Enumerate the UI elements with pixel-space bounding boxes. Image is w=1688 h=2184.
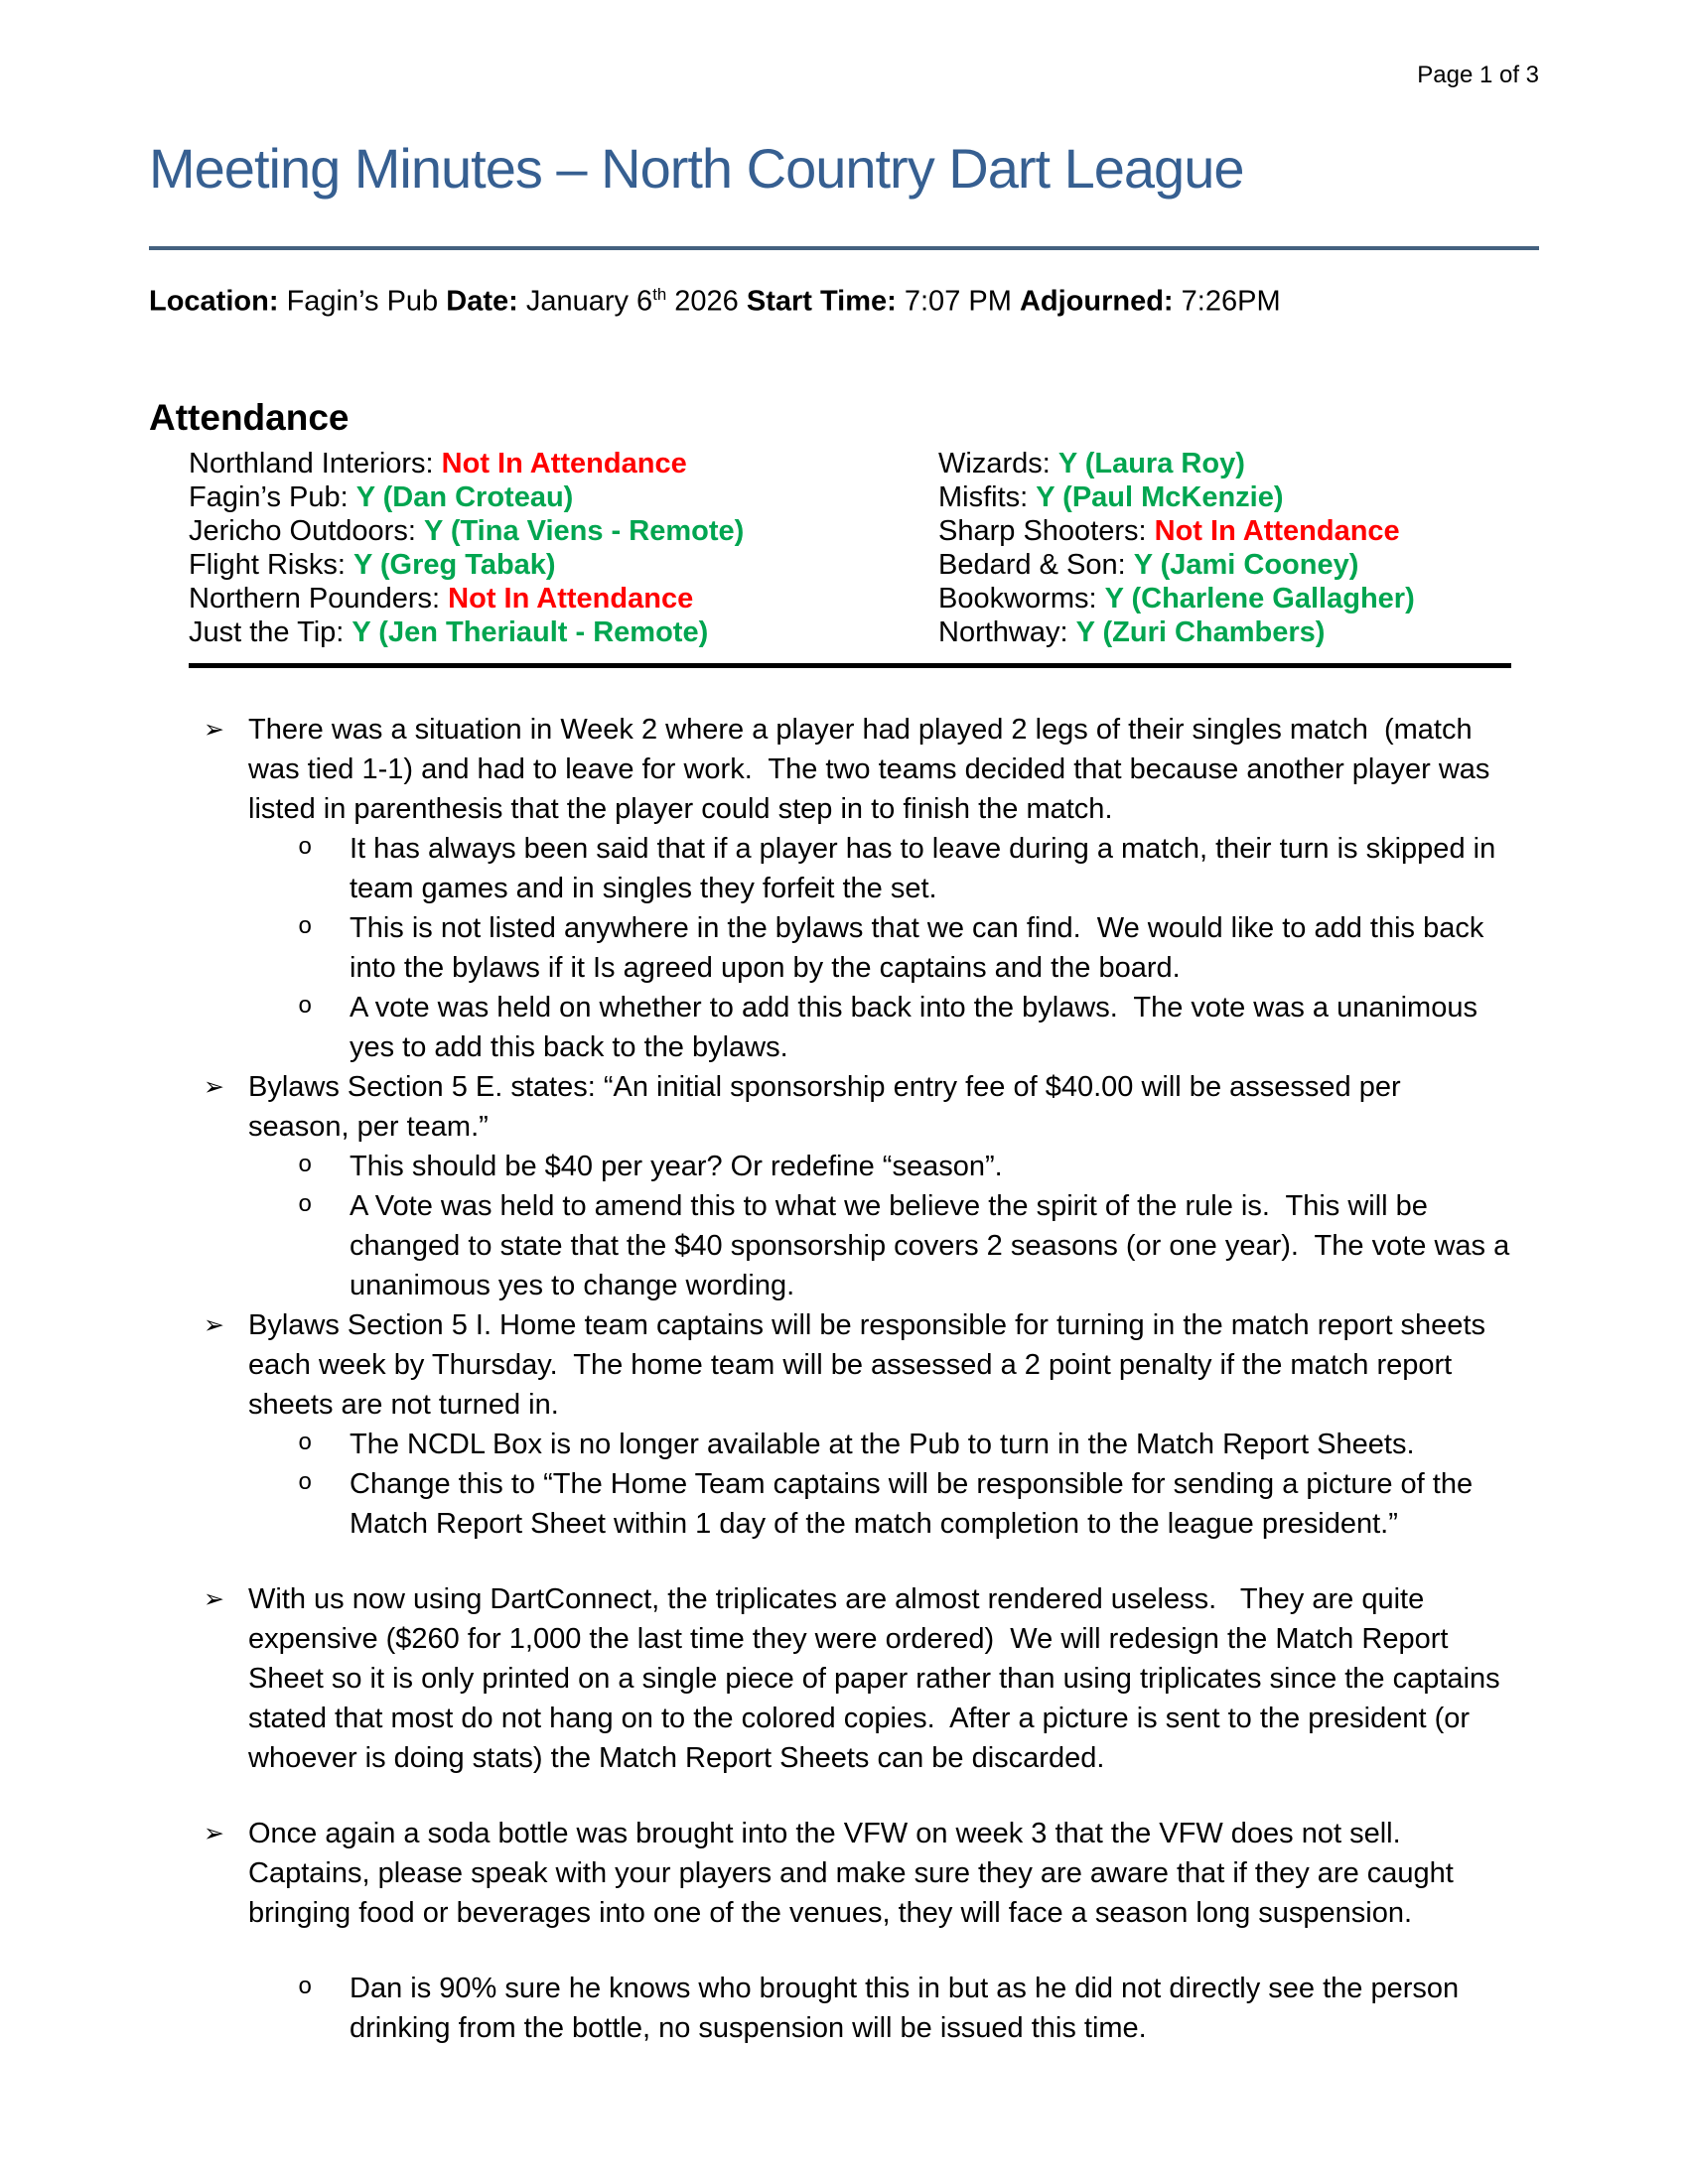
adjourned-label: Adjourned: xyxy=(1019,286,1174,319)
attendance-row xyxy=(189,615,938,649)
bullet-text: It has always been said that if a player has to leave during a match, their turn is skipped in team games and in singles they forfeit the set. xyxy=(350,832,1504,904)
sub-bullet-circle-icon: o xyxy=(298,1152,313,1179)
bullet-item xyxy=(149,1067,1539,1147)
attendance-row xyxy=(938,480,1539,514)
attendance-row xyxy=(189,480,938,514)
team-name: Northland Interiors: xyxy=(189,447,442,479)
bullet-text: There was a situation in Week 2 where a player had played 2 legs of their singles match (match was tied 1-1) and had to leave for work. The two teams decided that because another player was listed in parenthesis that the player could step in to finish the match. xyxy=(248,713,1498,825)
start-time-label: Start Time: xyxy=(746,286,897,319)
attendance-row xyxy=(189,447,938,480)
bullet-text: A vote was held on whether to add this back into the bylaws. The vote was a unanimous yes to add this back to the bylaws. xyxy=(350,991,1486,1063)
attendance-row xyxy=(938,447,1539,480)
sub-bullet-circle-icon: o xyxy=(298,834,313,862)
attendance-status: Y (Charlene Gallagher) xyxy=(1104,582,1415,614)
bullet-text: Once again a soda bottle was brought into the VFW on week 3 that the VFW does not sell. Captains, please speak with your players and make sure they are aware that if they are caught bringing food or beverages into one of the venues, they will face a season long suspension. xyxy=(248,1817,1462,1929)
attendance-status: Not In Attendance xyxy=(448,582,694,614)
sub-bullet-circle-icon: o xyxy=(298,913,313,941)
team-name: Jericho Outdoors: xyxy=(189,514,424,547)
team-name: Sharp Shooters: xyxy=(938,514,1155,547)
bullet-text: With us now using DartConnect, the triplicates are almost rendered useless. They are quite expensive ($260 for 1,000 the last time they were ordered) We will redesign the Match Report Sheet so it is only printed on a single piece of paper rather than using triplicates since the captains stated that most do not hang on to the colored copies. After a picture is sent to the president (or whoever is doing stats) the Match Report Sheets can be discarded. xyxy=(248,1582,1508,1774)
bullet-arrow-icon: ➢ xyxy=(204,715,224,744)
bullet-text: This is not listed anywhere in the bylaws that we can find. We would like to add this back into the bylaws if it Is agreed upon by the captains and the board. xyxy=(350,911,1492,984)
sub-bullet-item xyxy=(149,908,1539,988)
attendance-heading: Attendance xyxy=(149,397,350,439)
attendance-row xyxy=(189,514,938,548)
document-title: Meeting Minutes – North Country Dart League xyxy=(149,0,1539,250)
team-name: Fagin’s Pub: xyxy=(189,480,356,513)
sub-bullet-item xyxy=(149,1186,1539,1305)
bullet-text: Bylaws Section 5 I. Home team captains will be responsible for turning in the match report sheets each week by Thursday. The home team will be assessed a 2 point penalty if the match report sheets are not turned in. xyxy=(248,1308,1494,1421)
sub-bullet-item xyxy=(149,1969,1539,2048)
start-time-value: 7:07 PM xyxy=(904,286,1012,319)
sub-bullet-item xyxy=(149,1425,1539,1464)
location-value: Fagin’s Pub xyxy=(286,286,439,319)
sub-bullet-item xyxy=(149,1147,1539,1186)
bullet-arrow-icon: ➢ xyxy=(204,1819,224,1847)
attendance-status: Y (Zuri Chambers) xyxy=(1075,615,1326,648)
bullet-text: Dan is 90% sure he knows who brought this in but as he did not directly see the person drinking from the bottle, no suspension will be issued this time. xyxy=(350,1972,1468,2044)
date-value: January 6 xyxy=(525,286,653,319)
bullet-item xyxy=(149,1305,1539,1425)
attendance-divider xyxy=(189,663,1511,668)
sub-bullet-item xyxy=(149,988,1539,1067)
date-ordinal-superscript: th xyxy=(652,285,667,305)
attendance-status: Y (Greg Tabak) xyxy=(352,548,556,581)
attendance-column-left xyxy=(189,447,938,649)
attendance-row xyxy=(938,582,1539,615)
attendance-row xyxy=(938,514,1539,548)
attendance-row xyxy=(189,548,938,582)
minutes-body-list xyxy=(149,710,1539,2048)
bullet-arrow-icon: ➢ xyxy=(204,1310,224,1339)
attendance-row xyxy=(938,548,1539,582)
location-label: Location: xyxy=(149,286,279,319)
team-name: Bedard & Son: xyxy=(938,548,1134,581)
team-name: Bookworms: xyxy=(938,582,1105,614)
bullet-item xyxy=(149,1579,1539,1778)
attendance-row xyxy=(938,615,1539,649)
attendance-status: Y (Dan Croteau) xyxy=(355,480,574,513)
sub-bullet-circle-icon: o xyxy=(298,1974,313,2001)
team-name: Northern Pounders: xyxy=(189,582,449,614)
sub-bullet-item xyxy=(149,1464,1539,1544)
bullet-arrow-icon: ➢ xyxy=(204,1072,224,1101)
bullet-text: Change this to “The Home Team captains will be responsible for sending a picture of the Match Report Sheet within 1 day of the match completion to the league president.” xyxy=(350,1467,1481,1540)
page-number: Page 1 of 3 xyxy=(1417,62,1539,88)
attendance-status: Y (Tina Viens - Remote) xyxy=(423,514,745,547)
bullet-item xyxy=(149,710,1539,829)
attendance-status: Not In Attendance xyxy=(1154,514,1400,547)
sub-bullet-item xyxy=(149,829,1539,908)
sub-bullet-circle-icon: o xyxy=(298,1430,313,1457)
attendance-status: Y (Laura Roy) xyxy=(1057,447,1245,479)
team-name: Wizards: xyxy=(938,447,1058,479)
attendance-column-right xyxy=(938,447,1539,649)
team-name: Flight Risks: xyxy=(189,548,353,581)
meta-line xyxy=(149,276,1539,321)
team-name: Just the Tip: xyxy=(189,615,352,648)
bullet-text: The NCDL Box is no longer available at the Pub to turn in the Match Report Sheets. xyxy=(350,1428,1415,1460)
bullet-text: A Vote was held to amend this to what we believe the spirit of the rule is. This will be changed to state that the $40 sponsorship covers 2 seasons (or one year). The vote was a unanimous yes to change wording. xyxy=(350,1189,1518,1301)
attendance-columns xyxy=(149,447,1539,649)
attendance-row xyxy=(189,582,938,615)
date-year: 2026 xyxy=(674,286,739,319)
attendance-status: Y (Jami Cooney) xyxy=(1133,548,1359,581)
attendance-status: Not In Attendance xyxy=(441,447,687,479)
sub-bullet-circle-icon: o xyxy=(298,1469,313,1497)
bullet-text: This should be $40 per year? Or redefine “season”. xyxy=(350,1150,1003,1182)
date-label: Date: xyxy=(446,286,518,319)
attendance-status: Y (Paul McKenzie) xyxy=(1036,480,1284,513)
sub-bullet-circle-icon: o xyxy=(298,993,313,1021)
team-name: Northway: xyxy=(938,615,1076,648)
adjourned-value: 7:26PM xyxy=(1181,286,1281,319)
sub-bullet-circle-icon: o xyxy=(298,1191,313,1219)
attendance-status: Y (Jen Theriault - Remote) xyxy=(352,615,709,648)
bullet-item xyxy=(149,1814,1539,1933)
team-name: Misfits: xyxy=(938,480,1037,513)
bullet-arrow-icon: ➢ xyxy=(204,1584,224,1613)
bullet-text: Bylaws Section 5 E. states: “An initial sponsorship entry fee of $40.00 will be assessed per season, per team.” xyxy=(248,1070,1409,1143)
